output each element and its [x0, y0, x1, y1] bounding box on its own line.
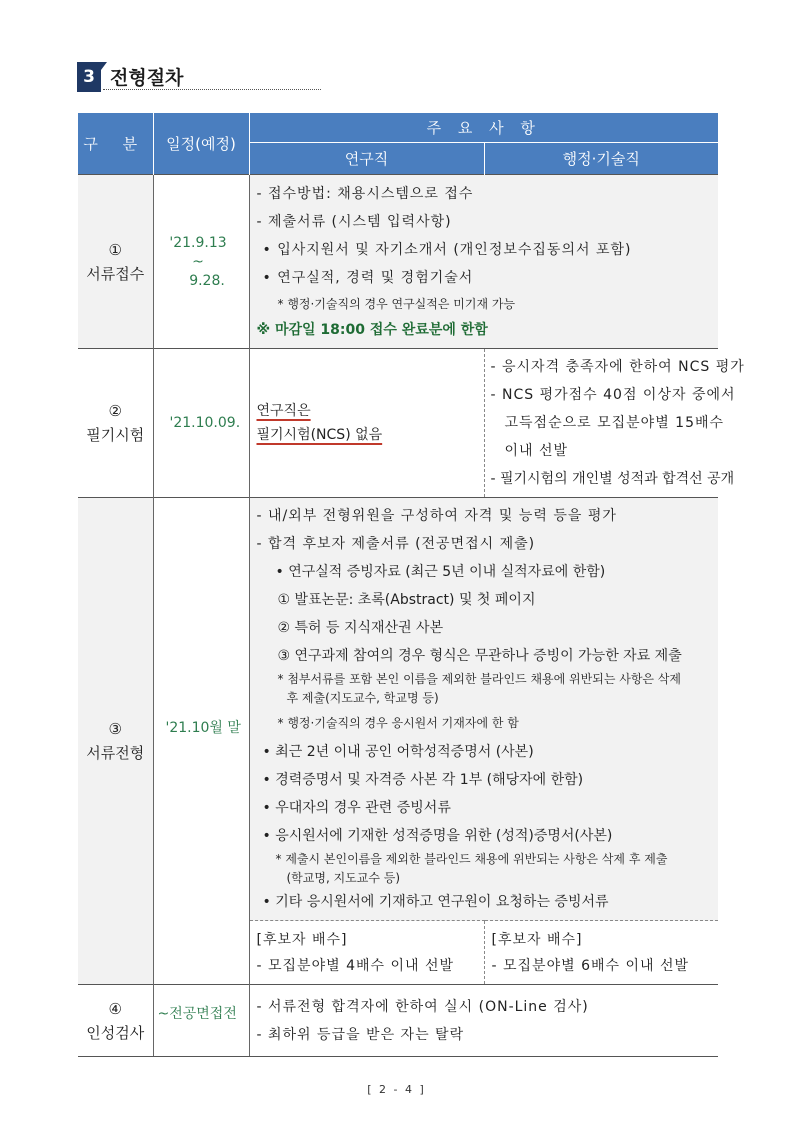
list-item: 후 제출(지도교수, 학교명 등) — [286, 691, 439, 705]
date-cell — [153, 498, 249, 985]
date-line: '21.10월 말 — [165, 720, 241, 736]
date-cell — [153, 349, 249, 498]
stage-name: 인성검사 — [86, 1023, 145, 1042]
list-item: * 제출시 본인이름을 제외한 블라인드 채용에 위반되는 사항은 삭제 후 제출 — [275, 852, 668, 866]
date-cell — [153, 985, 249, 1057]
list-item: ② 특허 등 지식재산권 사본 — [277, 620, 444, 636]
research-content-cell — [249, 349, 484, 498]
stage-cell — [78, 349, 153, 498]
list-item: * 첨부서류를 포함 본인 이름을 제외한 블라인드 채용에 위반되는 사항은 삭제 — [277, 672, 681, 686]
admin-content-cell — [484, 349, 745, 498]
list-item: • 우대자의 경우 관련 증빙서류 — [262, 800, 451, 816]
list-item: - NCS 평가점수 40점 이상자 중에서 — [490, 387, 736, 403]
list-item: 이내 선발 — [504, 443, 569, 459]
stage-number: ② — [108, 402, 122, 420]
section-title: 전형절차 — [110, 67, 184, 89]
date-line: '21.9.13 — [169, 234, 227, 251]
header-admin-tech: 행정·기술직 — [484, 143, 718, 175]
list-item: - 응시자격 충족자에 한하여 NCS 평가 — [490, 359, 745, 375]
date-line: ~ — [192, 253, 204, 270]
research-note: 필기시험(NCS) 없음 — [256, 427, 383, 443]
main-content-cell — [249, 985, 718, 1057]
list-item: - 최하위 등급을 받은 자는 탈락 — [256, 1026, 465, 1043]
list-item: • 최근 2년 이내 공인 어학성적증명서 (사본) — [262, 744, 534, 760]
list-item: • 응시원서에 기재한 성적증명을 위한 (성적)증명서(사본) — [262, 828, 613, 844]
section-number-badge — [77, 62, 101, 92]
research-multiple-cell — [249, 921, 484, 985]
multiple-value: - 모집분야별 6배수 이내 선발 — [491, 957, 690, 974]
list-item: 고득점순으로 모집분야별 15배수 — [504, 415, 725, 431]
table-header-row — [78, 113, 718, 143]
list-item: - 내/외부 전형위원을 구성하여 자격 및 능력 등을 평가 — [256, 508, 617, 524]
list-item: (학교명, 지도교수 등) — [286, 871, 401, 885]
date-line: '21.10.09. — [169, 415, 241, 431]
list-item: • 연구실적, 경력 및 경험기술서 — [262, 269, 474, 286]
list-item: • 연구실적 증빙자료 (최근 5년 이내 실적자료에 한함) — [275, 564, 606, 580]
section-title-underline — [103, 89, 321, 90]
main-content-cell — [249, 175, 718, 349]
table-row — [78, 349, 718, 498]
deadline-note: ※ 마감일 18:00 접수 완료분에 한함 — [256, 321, 488, 338]
research-note: 연구직은 — [256, 403, 311, 419]
stage-cell — [78, 985, 153, 1057]
stage-name: 필기시험 — [86, 426, 145, 444]
header-category: 구 분 — [78, 113, 153, 175]
list-item: - 접수방법: 채용시스템으로 접수 — [256, 185, 474, 202]
date-cell — [153, 175, 249, 349]
stage-number: ④ — [108, 999, 122, 1018]
list-item: ③ 연구과제 참여의 경우 형식은 무관하나 증빙이 가능한 자료 제출 — [277, 648, 682, 664]
stage-number: ③ — [108, 720, 122, 738]
header-research: 연구직 — [249, 143, 484, 175]
list-item: • 기타 응시원서에 기재하고 연구원이 요청하는 증빙서류 — [262, 894, 609, 910]
selection-procedure-table — [78, 113, 745, 1057]
admin-multiple-cell — [484, 921, 718, 985]
header-main-items: 주 요 사 항 — [249, 113, 718, 143]
stage-name: 서류전형 — [86, 744, 145, 762]
list-item: • 입사지원서 및 자기소개서 (개인정보수집동의서 포함) — [262, 241, 632, 258]
main-content-cell — [249, 498, 718, 921]
stage-cell — [78, 175, 153, 349]
table-row — [78, 985, 718, 1057]
multiple-label: [후보자 배수] — [491, 931, 583, 948]
header-schedule: 일정(예정) — [153, 113, 249, 175]
stage-name: 서류접수 — [86, 264, 145, 283]
list-item: • 경력증명서 및 자격증 사본 각 1부 (해당자에 한함) — [262, 772, 584, 788]
list-item: - 서류전형 합격자에 한하여 실시 (ON-Line 검사) — [256, 998, 589, 1015]
date-line: 9.28. — [189, 272, 225, 289]
table-row — [78, 175, 718, 349]
list-item: ① 발표논문: 초록(Abstract) 및 첫 페이지 — [277, 592, 536, 608]
stage-number: ① — [108, 240, 122, 259]
multiple-label: [후보자 배수] — [256, 931, 348, 948]
stage-cell — [78, 498, 153, 985]
date-line: ~전공면접전 — [157, 1005, 237, 1022]
section-number: 3 — [83, 67, 95, 87]
list-item: - 합격 후보자 제출서류 (전공면접시 제출) — [256, 536, 536, 552]
multiple-value: - 모집분야별 4배수 이내 선발 — [256, 957, 455, 974]
list-item: * 행정·기술직의 경우 연구실적은 미기재 가능 — [277, 296, 516, 311]
list-item: * 행정·기술직의 경우 응시원서 기재자에 한 함 — [277, 716, 519, 730]
list-item: - 제출서류 (시스템 입력사항) — [256, 213, 452, 230]
table-row — [78, 498, 718, 921]
list-item: - 필기시험의 개인별 성적과 합격선 공개 — [490, 471, 735, 487]
page-number: [ 2 - 4 ] — [367, 1083, 426, 1096]
